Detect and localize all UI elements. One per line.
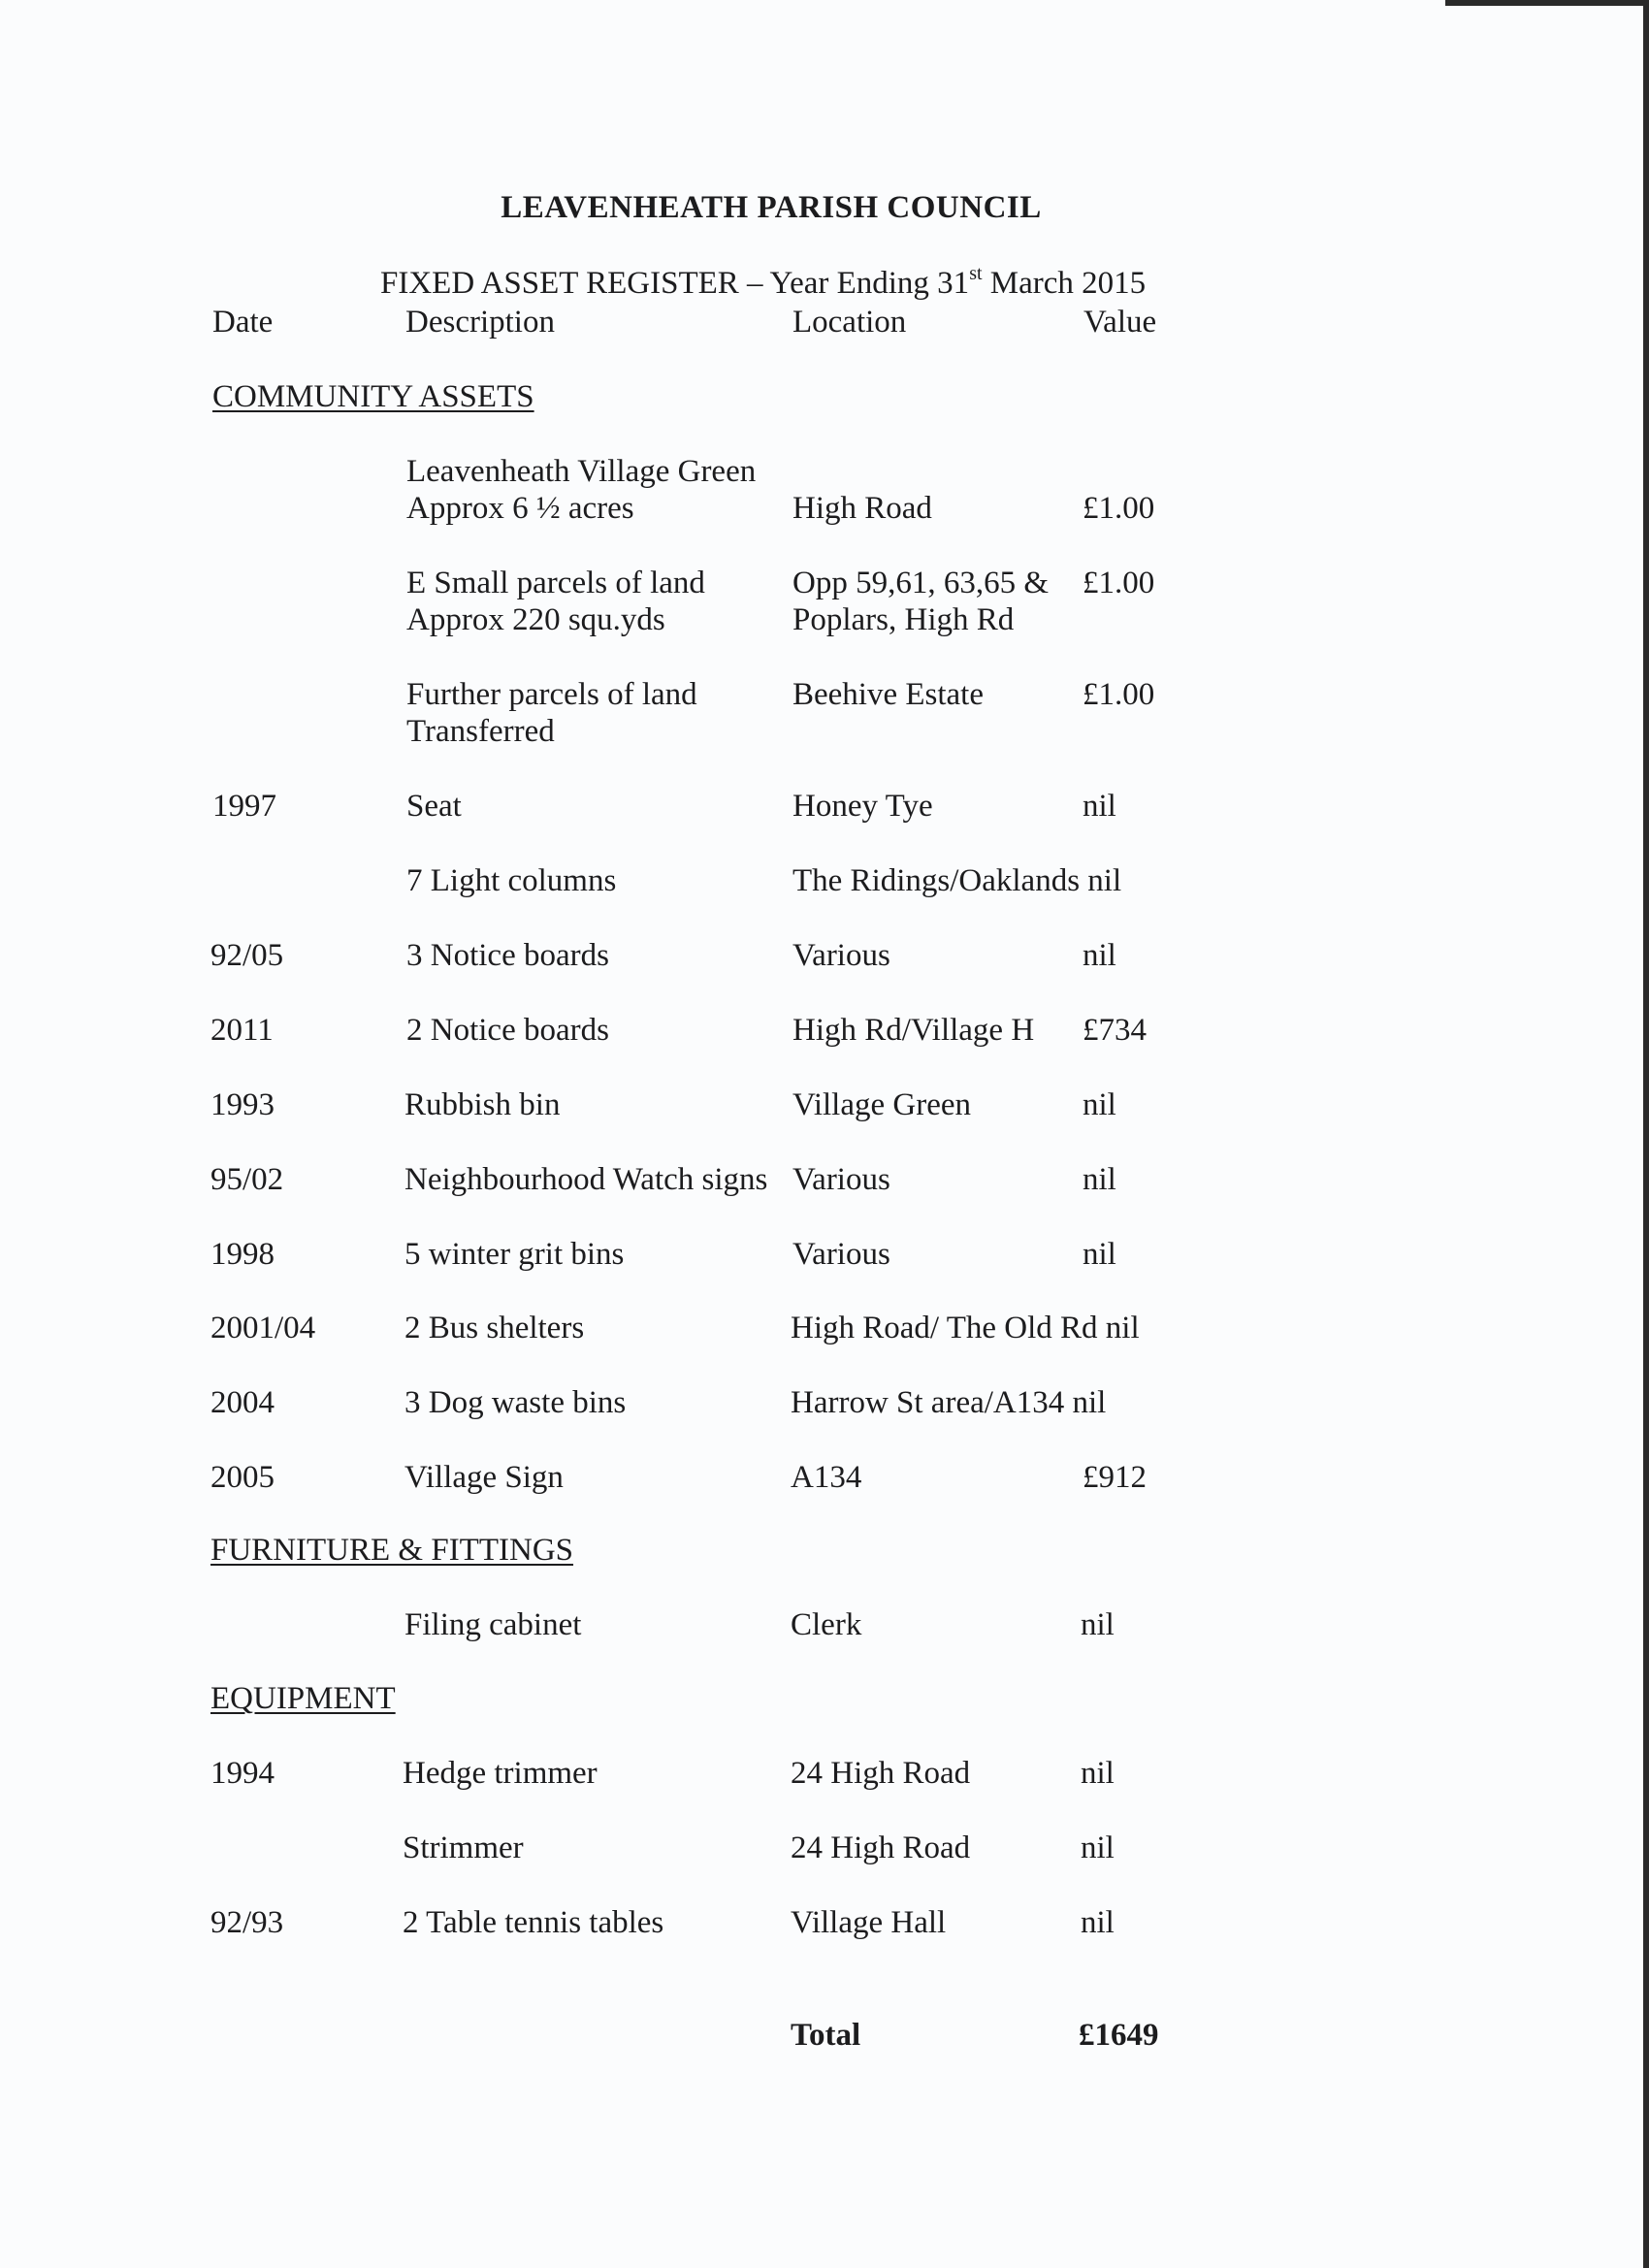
row-value: £1.00: [1083, 566, 1155, 600]
register-suffix: March 2015: [982, 266, 1147, 301]
column-header-value: Value: [1083, 305, 1157, 340]
row-description: E Small parcels of land: [406, 566, 705, 600]
row-date: 2004: [210, 1385, 275, 1420]
row-value: nil: [1081, 1607, 1115, 1642]
row-value: £1.00: [1083, 491, 1155, 526]
row-description: Hedge trimmer: [403, 1756, 598, 1791]
row-description: 7 Light columns: [406, 863, 617, 898]
row-description: Rubbish bin: [404, 1087, 561, 1122]
column-header-description: Description: [405, 305, 555, 340]
row-value: £1.00: [1083, 677, 1155, 712]
row-location: Various: [792, 1162, 890, 1197]
row-value: nil: [1081, 1905, 1115, 1940]
row-value: nil: [1083, 1087, 1116, 1122]
row-description: Filing cabinet: [404, 1607, 582, 1642]
row-location: Poplars, High Rd: [792, 602, 1015, 637]
row-location: A134: [791, 1460, 862, 1495]
row-description: Leavenheath Village Green: [406, 454, 757, 489]
row-date: 1997: [212, 789, 276, 824]
row-description: Neighbourhood Watch signs: [404, 1162, 768, 1197]
register-sup: st: [969, 263, 983, 284]
row-date: 2011: [210, 1013, 274, 1048]
row-location: Village Hall: [791, 1905, 947, 1940]
row-description: 3 Notice boards: [406, 938, 609, 973]
row-value: nil: [1083, 1237, 1116, 1272]
row-description: Strimmer: [403, 1831, 524, 1865]
row-value: nil: [1081, 1756, 1115, 1791]
row-location: Various: [792, 938, 890, 973]
total-value: £1649: [1079, 2018, 1159, 2053]
register-prefix: FIXED ASSET REGISTER – Year Ending 31: [380, 266, 970, 301]
row-date: 2001/04: [210, 1311, 316, 1345]
section-heading-furniture-fittings: FURNITURE & FITTINGS: [210, 1533, 574, 1568]
row-description: Approx 6 ½ acres: [406, 491, 634, 526]
row-description: Further parcels of land: [406, 677, 697, 712]
row-description: Seat: [406, 789, 462, 824]
row-location: Village Green: [792, 1087, 972, 1122]
row-value: £912: [1083, 1460, 1147, 1495]
scan-right-edge: [1643, 0, 1649, 2268]
row-description: 3 Dog waste bins: [404, 1385, 627, 1420]
row-description: Village Sign: [404, 1460, 564, 1495]
row-value: nil: [1083, 938, 1116, 973]
row-location: High Road/ The Old Rd nil: [791, 1311, 1140, 1345]
row-location: The Ridings/Oaklands nil: [792, 863, 1122, 898]
row-description: 2 Table tennis tables: [403, 1905, 664, 1940]
row-date: 2005: [210, 1460, 275, 1495]
row-location: 24 High Road: [791, 1756, 971, 1791]
council-title: LEAVENHEATH PARISH COUNCIL: [501, 190, 1042, 225]
row-location: Various: [792, 1237, 890, 1272]
row-location: High Road: [792, 491, 932, 526]
row-location: Clerk: [791, 1607, 862, 1642]
row-date: 1993: [210, 1087, 275, 1122]
row-description: Transferred: [406, 714, 555, 749]
row-description: 2 Bus shelters: [404, 1311, 585, 1345]
total-label: Total: [791, 2018, 861, 2053]
section-heading-equipment: EQUIPMENT: [210, 1681, 396, 1716]
register-subtitle: [380, 263, 1147, 302]
row-date: 92/05: [210, 938, 284, 973]
row-date: 1994: [210, 1756, 275, 1791]
row-date: 92/93: [210, 1905, 284, 1940]
row-value: nil: [1083, 789, 1116, 824]
row-location: 24 High Road: [791, 1831, 971, 1865]
row-description: 2 Notice boards: [406, 1013, 609, 1048]
row-location: Beehive Estate: [792, 677, 985, 712]
row-location: Harrow St area/A134 nil: [791, 1385, 1107, 1420]
row-date: 1998: [210, 1237, 275, 1272]
row-date: 95/02: [210, 1162, 284, 1197]
row-value: £734: [1083, 1013, 1147, 1048]
column-header-date: Date: [212, 305, 274, 340]
row-location: High Rd/Village H: [792, 1013, 1035, 1048]
row-description: Approx 220 squ.yds: [406, 602, 665, 637]
scan-top-edge: [1445, 0, 1649, 6]
row-value: nil: [1083, 1162, 1116, 1197]
row-description: 5 winter grit bins: [404, 1237, 625, 1272]
column-header-location: Location: [792, 305, 907, 340]
section-heading-community-assets: COMMUNITY ASSETS: [212, 379, 534, 414]
row-location: Opp 59,61, 63,65 &: [792, 566, 1049, 600]
row-location: Honey Tye: [792, 789, 933, 824]
row-value: nil: [1081, 1831, 1115, 1865]
